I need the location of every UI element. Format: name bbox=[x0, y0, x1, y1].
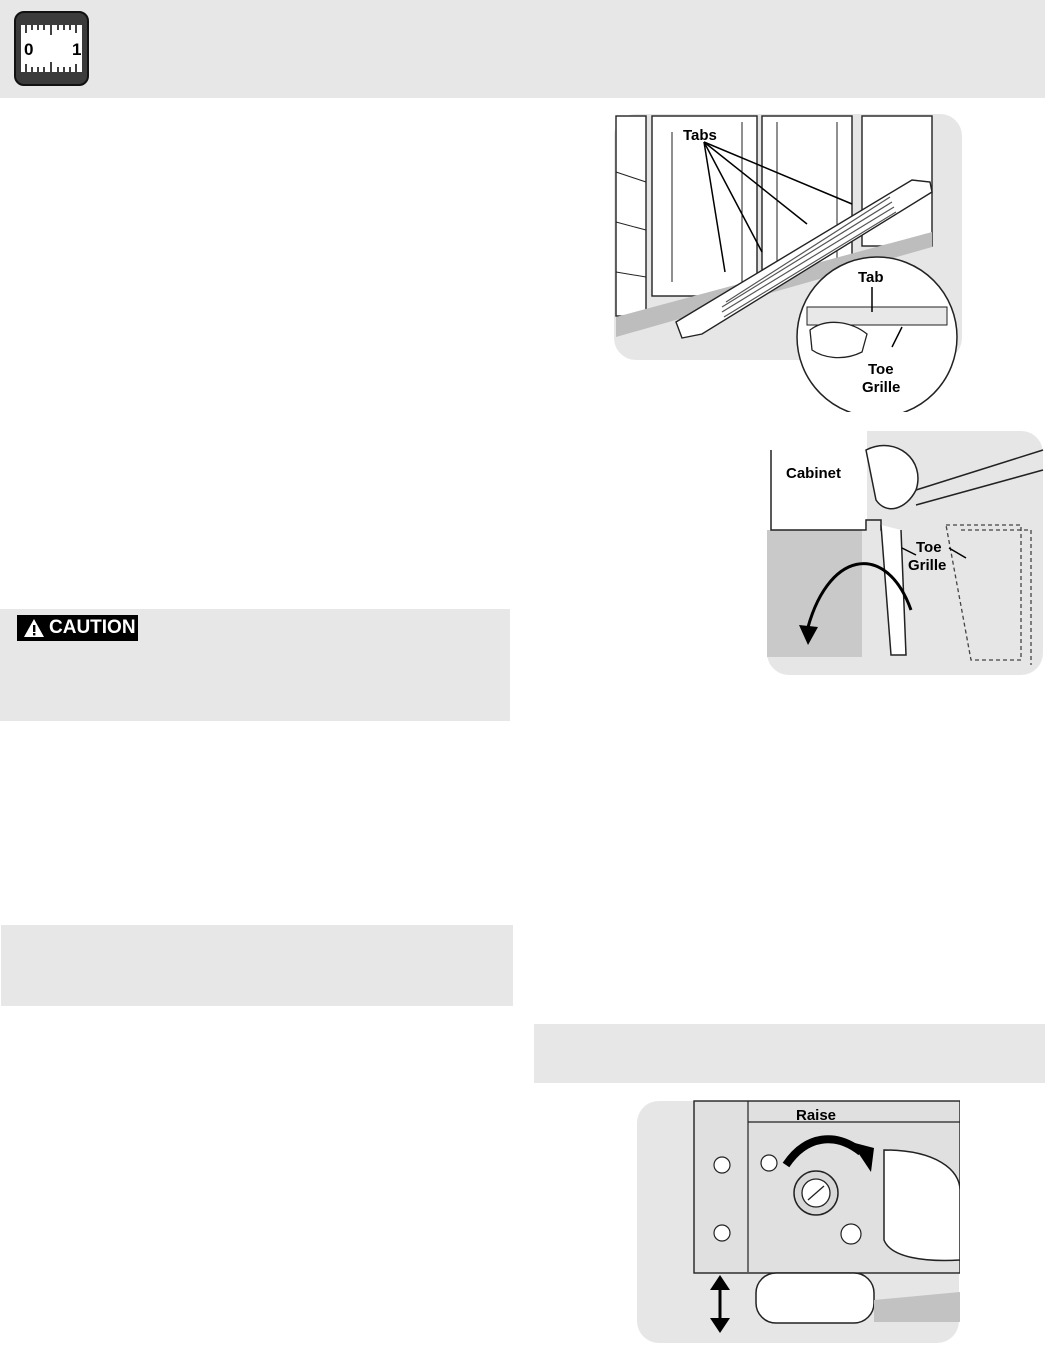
raise-label: Raise bbox=[796, 1107, 837, 1124]
toe-grille-removal-figure bbox=[766, 430, 1044, 676]
tab-label: Tab bbox=[858, 269, 884, 286]
caution-label: CAUTION bbox=[49, 617, 136, 638]
removal-grille-label: Grille bbox=[908, 557, 947, 574]
caution-badge bbox=[17, 615, 138, 641]
note-panel bbox=[1, 925, 513, 1006]
tabs-label: Tabs bbox=[683, 127, 717, 144]
grille-label: Grille bbox=[862, 379, 901, 396]
leveling-figure bbox=[636, 1100, 960, 1344]
ruler-label-start: 0 bbox=[24, 40, 34, 59]
toe-grille-tabs-figure bbox=[612, 112, 964, 412]
removal-toe-label: Toe bbox=[916, 539, 942, 556]
ruler-icon bbox=[14, 11, 89, 86]
cabinet-label: Cabinet bbox=[786, 465, 842, 482]
heading-panel bbox=[534, 1024, 1045, 1083]
toe-label: Toe bbox=[868, 361, 894, 378]
header-band bbox=[0, 0, 1045, 98]
warning-triangle-icon bbox=[23, 618, 45, 638]
ruler-label-end: 1 bbox=[72, 40, 82, 59]
